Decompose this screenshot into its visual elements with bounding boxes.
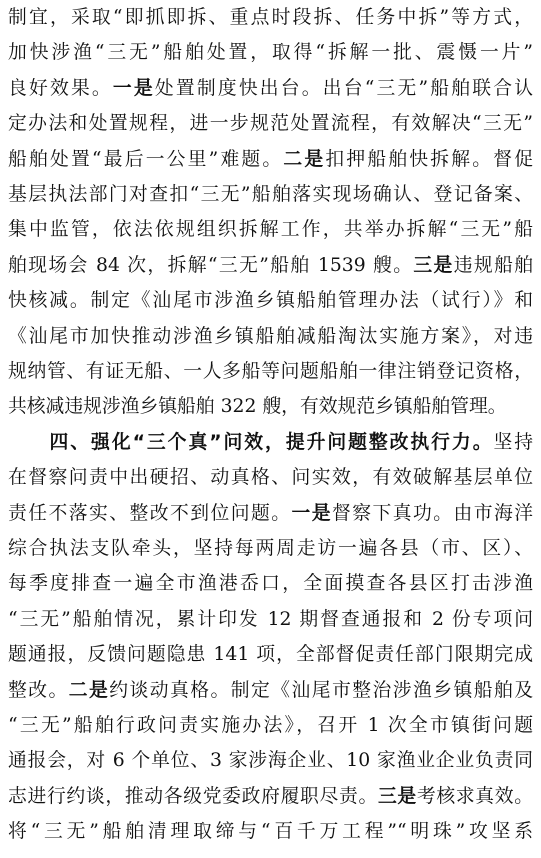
text-line [8, 780, 533, 814]
text-run: 综合执法支队牵头，坚持每两周走访一遍各县（市、区）、 [8, 538, 533, 559]
text-line [8, 674, 533, 708]
text-line [8, 36, 533, 70]
text-run: 题通报，反馈问题隐患 141 项，全部督促责任部门限期完成 [8, 644, 533, 666]
text-line [8, 72, 533, 106]
text-line [8, 249, 533, 283]
text-line [8, 638, 533, 672]
text-line [8, 284, 533, 318]
text-run: 共核减违规涉渔乡镇船舶 322 艘，有效规范乡镇船舶管理。 [8, 396, 507, 418]
text-line [8, 355, 533, 389]
text-line [8, 744, 533, 778]
text-run: 《汕尾市加快推动涉渔乡镇船舶减船淘汰实施方案》，对违 [8, 325, 533, 347]
text-run: 在督察问责中出硬招、动真格、问实效，有效破解基层单位 [8, 467, 533, 489]
bold-lead-text: 三是 [413, 254, 454, 276]
text-line [8, 390, 533, 424]
text-run: 船舶处置“最后一公里”难题。 [8, 148, 284, 170]
text-line [8, 709, 533, 743]
text-run: 集中监管，依法依规组织拆解工作，共举办拆解“三无”船 [8, 219, 533, 241]
text-run: 坚持 [493, 431, 533, 453]
text-line [8, 143, 533, 177]
text-run: 舶现场会 84 次，拆解“三无”船舶 1539 艘。 [8, 254, 414, 276]
text-run: “三无”船舶情况，累计印发 12 期督查通报和 2 份专项问 [8, 608, 533, 630]
text-run: 基层执法部门对查扣“三无”船舶落实现场确认、登记备案、 [8, 184, 533, 205]
text-run [8, 432, 50, 453]
text-run: 每季度排查一遍全市渔港岙口，全面摸查各县区打击涉渔 [8, 573, 533, 595]
text-line [8, 107, 533, 141]
text-run: 将“三无”船舶清理取缔与“百千万工程”“明珠”攻坚系 [8, 821, 533, 843]
text-run: 扣押船舶快拆解。督促 [325, 148, 533, 170]
text-run: 督察下真功。由市海洋 [331, 502, 533, 524]
text-line [8, 567, 533, 601]
text-line [8, 320, 533, 354]
text-line [8, 178, 533, 212]
text-run: 整改。 [8, 679, 69, 701]
text-line [8, 497, 533, 531]
text-run: 处置制度快出台。出台“三无”船舶联合认 [154, 77, 533, 99]
text-run: 良好效果。 [8, 77, 113, 99]
text-run: 规纳管、有证无船、一人多船等问题船舶一律注销登记资格， [8, 361, 533, 382]
text-line [8, 532, 533, 566]
text-run: 约谈动真格。制定《汕尾市整治涉渔乡镇船舶及 [109, 679, 533, 701]
text-line [8, 426, 533, 460]
text-run: 定办法和处置规程，进一步规范处置流程，有效解决“三无” [8, 113, 533, 135]
text-run: “三无”船舶行政问责实施办法》，召开 1 次全市镇街问题 [8, 715, 533, 736]
text-line [8, 461, 533, 495]
text-run: 考核求真效。 [416, 785, 533, 807]
bold-lead-text: 二是 [68, 679, 110, 701]
text-line [8, 603, 533, 637]
bold-lead-text: 四、强化“三个真”问效，提升问题整改执行力。 [49, 431, 494, 453]
text-run: 志进行约谈，推动各级党委政府履职尽责。 [8, 785, 378, 807]
text-line [8, 213, 533, 247]
text-run: 加快涉渔“三无”船舶处置，取得“拆解一批、震慑一片” [8, 42, 533, 64]
bold-lead-text: 一是 [112, 77, 155, 99]
bold-lead-text: 一是 [291, 502, 332, 524]
bold-lead-text: 三是 [377, 785, 417, 807]
text-run: 制宜，采取“即抓即拆、重点时段拆、任务中拆”等方式， [8, 7, 533, 28]
text-run: 违规船舶 [453, 254, 533, 276]
text-run: 责任不落实、整改不到位问题。 [8, 502, 292, 524]
text-run: 快核减。制定《汕尾市涉渔乡镇船舶管理办法（试行）》和 [8, 290, 533, 312]
text-line [8, 815, 533, 849]
text-run: 通报会，对 6 个单位、3 家涉海企业、10 家渔业企业负责同 [8, 750, 533, 772]
bold-lead-text: 二是 [283, 148, 326, 170]
text-line [8, 1, 533, 35]
